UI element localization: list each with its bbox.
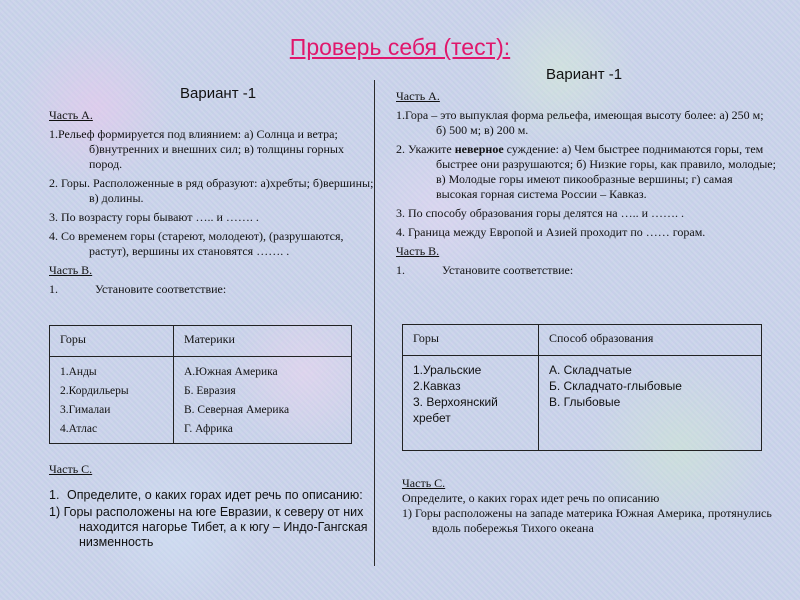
part-c-description: 1) Горы расположены на юге Евразии, к северу от них находится нагорье Тибет, а к югу – Индо-Гангская низменность <box>49 505 368 549</box>
variant2-heading: Вариант -1 <box>546 66 623 83</box>
variant2-match-table <box>402 324 762 451</box>
part-b-label: Часть В. <box>49 263 93 277</box>
variant2-part-c <box>402 476 772 536</box>
variant1-heading: Вариант -1 <box>180 85 257 102</box>
list-item: 2.Кавказ <box>413 379 461 393</box>
variant1-part-c <box>49 462 379 550</box>
list-item: 1.Уральские <box>413 363 482 377</box>
mountains-list <box>403 356 539 451</box>
variant2-questions <box>396 89 776 278</box>
variant1-match-table <box>49 325 352 444</box>
list-item: 4.Атлас <box>60 423 98 435</box>
list-item: А. Складчатые <box>549 363 632 377</box>
table-header-mountains: Горы <box>403 325 539 356</box>
part-a-label: Часть А. <box>49 108 93 122</box>
list-item: 3.Гималаи <box>60 404 111 416</box>
part-c-label: Часть С. <box>49 462 93 476</box>
question-1: 1.Рельеф формируется под влиянием: а) Солнца и ветра; б)внутренних и внешних сил; в) толщины горных пород. <box>49 127 344 171</box>
mountains-list <box>50 357 174 444</box>
task-text: Установите соответствие: <box>442 263 574 277</box>
part-c-task <box>49 487 379 503</box>
task-text: Определите, о каких горах идет речь по описанию: <box>67 488 363 502</box>
task-number: 1. <box>396 263 405 277</box>
part-a-label: Часть А. <box>396 89 440 103</box>
question-4: 4. Со временем горы (стареют, молодеют), (разрушаются, растут), вершины их становятся ……. . <box>49 229 344 258</box>
variant1-questions <box>49 108 379 297</box>
task-text: Установите соответствие: <box>95 282 227 296</box>
formation-list <box>539 356 762 451</box>
part-b-label: Часть В. <box>396 244 440 258</box>
question-2-prefix: 2. Укажите <box>396 142 455 156</box>
task-number: 1. <box>49 282 58 296</box>
continents-list <box>174 357 352 444</box>
table-header-mountains: Горы <box>50 326 174 357</box>
list-item: Б. Евразия <box>184 385 236 397</box>
part-b-task <box>49 282 379 297</box>
question-4: 4. Граница между Европой и Азией проходит по …… горам. <box>396 225 706 239</box>
list-item: 3. Верхоянский хребет <box>413 395 498 425</box>
task-number: 1. <box>49 488 60 502</box>
table-header-formation: Способ образования <box>539 325 762 356</box>
question-2-emphasis: неверное <box>454 142 504 156</box>
part-c-task-text: Определите, о каких горах идет речь по описанию <box>402 491 660 505</box>
question-3: 3. По способу образования горы делятся на ….. и ……. . <box>396 206 685 220</box>
list-item: 2.Кордильеры <box>60 385 129 397</box>
part-c-label: Часть С. <box>402 476 446 490</box>
question-2 <box>396 142 776 202</box>
list-item: А.Южная Америка <box>184 366 278 378</box>
question-2-rest: суждение: а) Чем быстрее поднимаются горы, тем быстрее они разрушаются; б) Низкие горы, как правило, молодые; в) Молодые горы имеют пикообразные вершины; г) самая высокая горная система России – Кавказ. <box>436 142 776 201</box>
question-2: 2. Горы. Расположенные в ряд образуют: а)хребты; б)вершины; в) долины. <box>49 176 374 205</box>
list-item: В. Глыбовые <box>549 395 621 409</box>
part-b-task <box>396 263 776 278</box>
list-item: Б. Складчато-глыбовые <box>549 379 682 393</box>
question-3: 3. По возрасту горы бывают ….. и ……. . <box>49 210 259 224</box>
table-header-continents: Материки <box>174 326 352 357</box>
list-item: В. Северная Америка <box>184 404 290 416</box>
part-c-description: 1) Горы расположены на западе материка Южная Америка, протянулись вдоль побережья Тихого океана <box>402 506 772 535</box>
list-item: Г. Африка <box>184 423 233 435</box>
page-title: Проверь себя (тест): <box>289 34 511 60</box>
list-item: 1.Анды <box>60 366 97 378</box>
question-1: 1.Гора – это выпуклая форма рельефа, имеющая высоту более: а) 250 м; б) 500 м; в) 200 м. <box>396 108 764 137</box>
